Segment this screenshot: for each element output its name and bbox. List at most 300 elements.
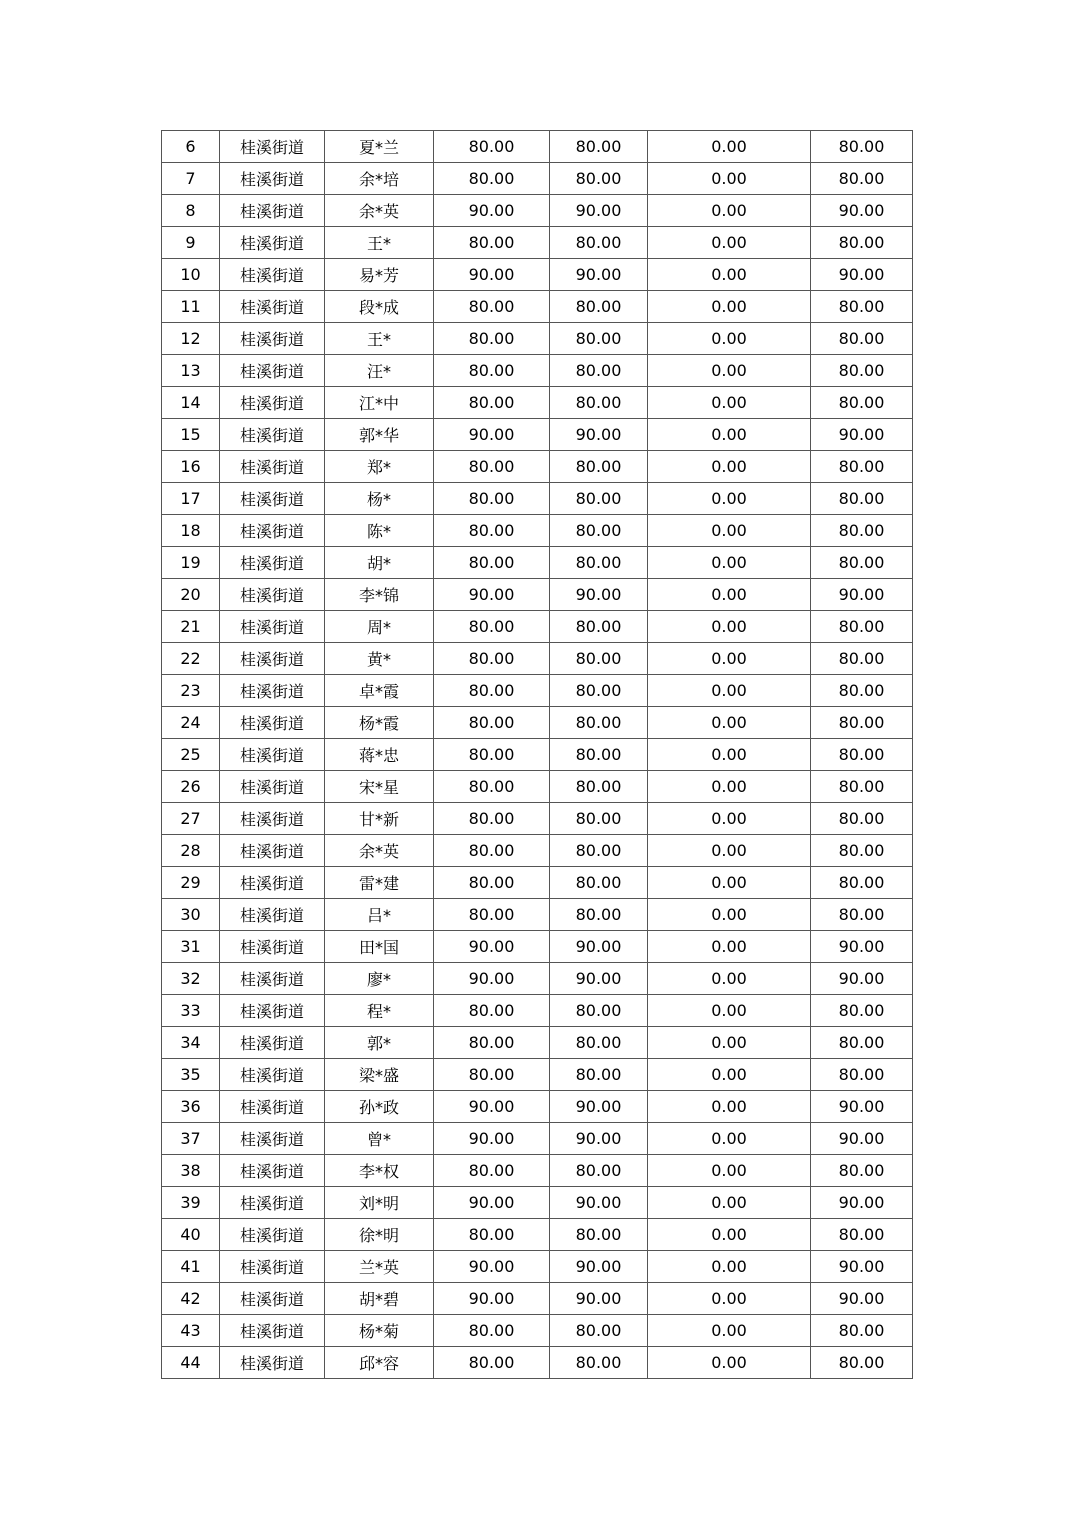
row-number-cell: 35 bbox=[162, 1059, 220, 1091]
district-cell: 桂溪街道 bbox=[220, 451, 325, 483]
total-cell: 90.00 bbox=[811, 579, 913, 611]
amount-cell-2: 90.00 bbox=[550, 195, 648, 227]
amount-cell-2: 80.00 bbox=[550, 227, 648, 259]
deduction-cell: 0.00 bbox=[648, 323, 811, 355]
name-cell: 郭*华 bbox=[325, 419, 434, 451]
amount-cell-1: 80.00 bbox=[434, 483, 550, 515]
district-cell: 桂溪街道 bbox=[220, 835, 325, 867]
name-cell: 江*中 bbox=[325, 387, 434, 419]
district-cell: 桂溪街道 bbox=[220, 995, 325, 1027]
table-row bbox=[162, 963, 913, 995]
name-cell: 邱*容 bbox=[325, 1347, 434, 1379]
deduction-cell: 0.00 bbox=[648, 1315, 811, 1347]
amount-cell-2: 90.00 bbox=[550, 579, 648, 611]
row-number-cell: 39 bbox=[162, 1187, 220, 1219]
district-cell: 桂溪街道 bbox=[220, 771, 325, 803]
deduction-cell: 0.00 bbox=[648, 803, 811, 835]
deduction-cell: 0.00 bbox=[648, 675, 811, 707]
row-number-cell: 43 bbox=[162, 1315, 220, 1347]
district-cell: 桂溪街道 bbox=[220, 419, 325, 451]
deduction-cell: 0.00 bbox=[648, 579, 811, 611]
name-cell: 程* bbox=[325, 995, 434, 1027]
name-cell: 汪* bbox=[325, 355, 434, 387]
deduction-cell: 0.00 bbox=[648, 227, 811, 259]
name-cell: 徐*明 bbox=[325, 1219, 434, 1251]
table-row bbox=[162, 803, 913, 835]
total-cell: 80.00 bbox=[811, 1315, 913, 1347]
total-cell: 90.00 bbox=[811, 259, 913, 291]
row-number-cell: 7 bbox=[162, 163, 220, 195]
name-cell: 陈* bbox=[325, 515, 434, 547]
total-cell: 80.00 bbox=[811, 611, 913, 643]
amount-cell-2: 80.00 bbox=[550, 611, 648, 643]
row-number-cell: 31 bbox=[162, 931, 220, 963]
name-cell: 余*培 bbox=[325, 163, 434, 195]
amount-cell-2: 80.00 bbox=[550, 131, 648, 163]
district-cell: 桂溪街道 bbox=[220, 611, 325, 643]
deduction-cell: 0.00 bbox=[648, 1347, 811, 1379]
district-cell: 桂溪街道 bbox=[220, 1155, 325, 1187]
district-cell: 桂溪街道 bbox=[220, 515, 325, 547]
amount-cell-1: 90.00 bbox=[434, 1283, 550, 1315]
amount-cell-1: 80.00 bbox=[434, 131, 550, 163]
total-cell: 80.00 bbox=[811, 387, 913, 419]
deduction-cell: 0.00 bbox=[648, 899, 811, 931]
total-cell: 80.00 bbox=[811, 803, 913, 835]
deduction-cell: 0.00 bbox=[648, 995, 811, 1027]
table-row bbox=[162, 291, 913, 323]
row-number-cell: 11 bbox=[162, 291, 220, 323]
total-cell: 80.00 bbox=[811, 451, 913, 483]
row-number-cell: 40 bbox=[162, 1219, 220, 1251]
deduction-cell: 0.00 bbox=[648, 131, 811, 163]
amount-cell-2: 80.00 bbox=[550, 1155, 648, 1187]
table-row bbox=[162, 1123, 913, 1155]
deduction-cell: 0.00 bbox=[648, 963, 811, 995]
row-number-cell: 14 bbox=[162, 387, 220, 419]
total-cell: 80.00 bbox=[811, 771, 913, 803]
table-row bbox=[162, 131, 913, 163]
amount-cell-2: 90.00 bbox=[550, 963, 648, 995]
amount-cell-2: 80.00 bbox=[550, 803, 648, 835]
amount-cell-1: 80.00 bbox=[434, 739, 550, 771]
table-row bbox=[162, 1347, 913, 1379]
deduction-cell: 0.00 bbox=[648, 387, 811, 419]
district-cell: 桂溪街道 bbox=[220, 259, 325, 291]
name-cell: 卓*霞 bbox=[325, 675, 434, 707]
table-row bbox=[162, 163, 913, 195]
deduction-cell: 0.00 bbox=[648, 291, 811, 323]
district-cell: 桂溪街道 bbox=[220, 675, 325, 707]
name-cell: 孙*政 bbox=[325, 1091, 434, 1123]
total-cell: 90.00 bbox=[811, 1251, 913, 1283]
row-number-cell: 10 bbox=[162, 259, 220, 291]
table-row bbox=[162, 419, 913, 451]
row-number-cell: 37 bbox=[162, 1123, 220, 1155]
amount-cell-2: 80.00 bbox=[550, 995, 648, 1027]
name-cell: 黄* bbox=[325, 643, 434, 675]
table-row bbox=[162, 355, 913, 387]
table-row bbox=[162, 1155, 913, 1187]
table-row bbox=[162, 611, 913, 643]
deduction-cell: 0.00 bbox=[648, 835, 811, 867]
total-cell: 80.00 bbox=[811, 1155, 913, 1187]
amount-cell-2: 90.00 bbox=[550, 931, 648, 963]
district-cell: 桂溪街道 bbox=[220, 931, 325, 963]
name-cell: 杨*菊 bbox=[325, 1315, 434, 1347]
amount-cell-2: 90.00 bbox=[550, 1123, 648, 1155]
amount-cell-1: 80.00 bbox=[434, 355, 550, 387]
total-cell: 90.00 bbox=[811, 1123, 913, 1155]
row-number-cell: 30 bbox=[162, 899, 220, 931]
table-row bbox=[162, 547, 913, 579]
name-cell: 刘*明 bbox=[325, 1187, 434, 1219]
row-number-cell: 44 bbox=[162, 1347, 220, 1379]
amount-cell-2: 80.00 bbox=[550, 899, 648, 931]
deduction-cell: 0.00 bbox=[648, 771, 811, 803]
amount-cell-1: 80.00 bbox=[434, 675, 550, 707]
district-cell: 桂溪街道 bbox=[220, 803, 325, 835]
amount-cell-1: 90.00 bbox=[434, 1251, 550, 1283]
amount-cell-2: 80.00 bbox=[550, 1027, 648, 1059]
district-cell: 桂溪街道 bbox=[220, 579, 325, 611]
amount-cell-2: 80.00 bbox=[550, 771, 648, 803]
amount-cell-2: 90.00 bbox=[550, 259, 648, 291]
table-row bbox=[162, 1091, 913, 1123]
row-number-cell: 25 bbox=[162, 739, 220, 771]
amount-cell-2: 80.00 bbox=[550, 1059, 648, 1091]
deduction-cell: 0.00 bbox=[648, 1027, 811, 1059]
table-row bbox=[162, 739, 913, 771]
name-cell: 蒋*忠 bbox=[325, 739, 434, 771]
amount-cell-1: 80.00 bbox=[434, 835, 550, 867]
total-cell: 90.00 bbox=[811, 1187, 913, 1219]
row-number-cell: 32 bbox=[162, 963, 220, 995]
table-row bbox=[162, 1187, 913, 1219]
amount-cell-1: 80.00 bbox=[434, 803, 550, 835]
amount-cell-2: 80.00 bbox=[550, 547, 648, 579]
amount-cell-1: 90.00 bbox=[434, 579, 550, 611]
name-cell: 易*芳 bbox=[325, 259, 434, 291]
table-row bbox=[162, 579, 913, 611]
total-cell: 80.00 bbox=[811, 323, 913, 355]
table-row bbox=[162, 1251, 913, 1283]
district-cell: 桂溪街道 bbox=[220, 131, 325, 163]
amount-cell-2: 80.00 bbox=[550, 835, 648, 867]
row-number-cell: 41 bbox=[162, 1251, 220, 1283]
row-number-cell: 16 bbox=[162, 451, 220, 483]
table-row bbox=[162, 867, 913, 899]
table-row bbox=[162, 931, 913, 963]
district-cell: 桂溪街道 bbox=[220, 323, 325, 355]
deduction-cell: 0.00 bbox=[648, 1219, 811, 1251]
district-cell: 桂溪街道 bbox=[220, 291, 325, 323]
district-cell: 桂溪街道 bbox=[220, 547, 325, 579]
table-row bbox=[162, 1283, 913, 1315]
row-number-cell: 29 bbox=[162, 867, 220, 899]
total-cell: 80.00 bbox=[811, 675, 913, 707]
district-cell: 桂溪街道 bbox=[220, 643, 325, 675]
name-cell: 田*国 bbox=[325, 931, 434, 963]
district-cell: 桂溪街道 bbox=[220, 1251, 325, 1283]
deduction-cell: 0.00 bbox=[648, 451, 811, 483]
total-cell: 80.00 bbox=[811, 355, 913, 387]
district-cell: 桂溪街道 bbox=[220, 1283, 325, 1315]
name-cell: 雷*建 bbox=[325, 867, 434, 899]
row-number-cell: 21 bbox=[162, 611, 220, 643]
amount-cell-2: 90.00 bbox=[550, 1283, 648, 1315]
table-row bbox=[162, 259, 913, 291]
total-cell: 90.00 bbox=[811, 419, 913, 451]
amount-cell-1: 80.00 bbox=[434, 1315, 550, 1347]
district-cell: 桂溪街道 bbox=[220, 1187, 325, 1219]
amount-cell-2: 90.00 bbox=[550, 419, 648, 451]
table-row bbox=[162, 707, 913, 739]
name-cell: 李*权 bbox=[325, 1155, 434, 1187]
table-row bbox=[162, 323, 913, 355]
row-number-cell: 38 bbox=[162, 1155, 220, 1187]
amount-cell-1: 80.00 bbox=[434, 707, 550, 739]
amount-cell-2: 80.00 bbox=[550, 387, 648, 419]
district-cell: 桂溪街道 bbox=[220, 867, 325, 899]
total-cell: 80.00 bbox=[811, 131, 913, 163]
amount-cell-1: 80.00 bbox=[434, 1155, 550, 1187]
row-number-cell: 17 bbox=[162, 483, 220, 515]
total-cell: 80.00 bbox=[811, 867, 913, 899]
table-row bbox=[162, 195, 913, 227]
row-number-cell: 36 bbox=[162, 1091, 220, 1123]
total-cell: 80.00 bbox=[811, 643, 913, 675]
total-cell: 90.00 bbox=[811, 195, 913, 227]
amount-cell-1: 80.00 bbox=[434, 1219, 550, 1251]
amount-cell-1: 80.00 bbox=[434, 291, 550, 323]
deduction-cell: 0.00 bbox=[648, 611, 811, 643]
amount-cell-2: 90.00 bbox=[550, 1251, 648, 1283]
table-row bbox=[162, 227, 913, 259]
amount-cell-1: 80.00 bbox=[434, 547, 550, 579]
total-cell: 80.00 bbox=[811, 739, 913, 771]
deduction-cell: 0.00 bbox=[648, 707, 811, 739]
row-number-cell: 26 bbox=[162, 771, 220, 803]
amount-cell-1: 90.00 bbox=[434, 1123, 550, 1155]
amount-cell-2: 80.00 bbox=[550, 707, 648, 739]
district-cell: 桂溪街道 bbox=[220, 1315, 325, 1347]
amount-cell-1: 90.00 bbox=[434, 1091, 550, 1123]
deduction-cell: 0.00 bbox=[648, 355, 811, 387]
district-cell: 桂溪街道 bbox=[220, 1027, 325, 1059]
total-cell: 80.00 bbox=[811, 835, 913, 867]
deduction-cell: 0.00 bbox=[648, 1251, 811, 1283]
deduction-cell: 0.00 bbox=[648, 483, 811, 515]
amount-cell-2: 90.00 bbox=[550, 1091, 648, 1123]
total-cell: 80.00 bbox=[811, 995, 913, 1027]
total-cell: 80.00 bbox=[811, 483, 913, 515]
district-cell: 桂溪街道 bbox=[220, 1091, 325, 1123]
deduction-cell: 0.00 bbox=[648, 547, 811, 579]
amount-cell-1: 80.00 bbox=[434, 867, 550, 899]
name-cell: 余*英 bbox=[325, 195, 434, 227]
amount-cell-1: 80.00 bbox=[434, 227, 550, 259]
name-cell: 曾* bbox=[325, 1123, 434, 1155]
amount-cell-2: 80.00 bbox=[550, 451, 648, 483]
amount-cell-1: 80.00 bbox=[434, 323, 550, 355]
name-cell: 吕* bbox=[325, 899, 434, 931]
data-table bbox=[161, 130, 913, 1379]
table-row bbox=[162, 483, 913, 515]
amount-cell-1: 80.00 bbox=[434, 387, 550, 419]
name-cell: 周* bbox=[325, 611, 434, 643]
amount-cell-1: 80.00 bbox=[434, 1059, 550, 1091]
row-number-cell: 42 bbox=[162, 1283, 220, 1315]
deduction-cell: 0.00 bbox=[648, 1283, 811, 1315]
table-body bbox=[162, 131, 913, 1379]
name-cell: 夏*兰 bbox=[325, 131, 434, 163]
amount-cell-2: 80.00 bbox=[550, 739, 648, 771]
row-number-cell: 9 bbox=[162, 227, 220, 259]
name-cell: 郭* bbox=[325, 1027, 434, 1059]
amount-cell-1: 90.00 bbox=[434, 195, 550, 227]
district-cell: 桂溪街道 bbox=[220, 163, 325, 195]
district-cell: 桂溪街道 bbox=[220, 227, 325, 259]
amount-cell-2: 80.00 bbox=[550, 1219, 648, 1251]
row-number-cell: 23 bbox=[162, 675, 220, 707]
name-cell: 宋*星 bbox=[325, 771, 434, 803]
district-cell: 桂溪街道 bbox=[220, 899, 325, 931]
amount-cell-2: 90.00 bbox=[550, 1187, 648, 1219]
amount-cell-2: 80.00 bbox=[550, 515, 648, 547]
total-cell: 80.00 bbox=[811, 227, 913, 259]
amount-cell-1: 80.00 bbox=[434, 1027, 550, 1059]
deduction-cell: 0.00 bbox=[648, 1123, 811, 1155]
total-cell: 80.00 bbox=[811, 163, 913, 195]
total-cell: 90.00 bbox=[811, 931, 913, 963]
row-number-cell: 22 bbox=[162, 643, 220, 675]
amount-cell-1: 90.00 bbox=[434, 259, 550, 291]
name-cell: 杨* bbox=[325, 483, 434, 515]
name-cell: 杨*霞 bbox=[325, 707, 434, 739]
amount-cell-2: 80.00 bbox=[550, 323, 648, 355]
total-cell: 90.00 bbox=[811, 1283, 913, 1315]
name-cell: 王* bbox=[325, 323, 434, 355]
name-cell: 余*英 bbox=[325, 835, 434, 867]
amount-cell-1: 90.00 bbox=[434, 419, 550, 451]
name-cell: 梁*盛 bbox=[325, 1059, 434, 1091]
table-row bbox=[162, 771, 913, 803]
amount-cell-1: 80.00 bbox=[434, 899, 550, 931]
deduction-cell: 0.00 bbox=[648, 419, 811, 451]
district-cell: 桂溪街道 bbox=[220, 707, 325, 739]
deduction-cell: 0.00 bbox=[648, 1187, 811, 1219]
total-cell: 80.00 bbox=[811, 899, 913, 931]
deduction-cell: 0.00 bbox=[648, 739, 811, 771]
table-row bbox=[162, 835, 913, 867]
amount-cell-2: 80.00 bbox=[550, 355, 648, 387]
amount-cell-1: 80.00 bbox=[434, 1347, 550, 1379]
district-cell: 桂溪街道 bbox=[220, 1123, 325, 1155]
amount-cell-2: 80.00 bbox=[550, 643, 648, 675]
district-cell: 桂溪街道 bbox=[220, 355, 325, 387]
district-cell: 桂溪街道 bbox=[220, 195, 325, 227]
deduction-cell: 0.00 bbox=[648, 867, 811, 899]
district-cell: 桂溪街道 bbox=[220, 963, 325, 995]
row-number-cell: 28 bbox=[162, 835, 220, 867]
amount-cell-2: 80.00 bbox=[550, 1315, 648, 1347]
name-cell: 胡*碧 bbox=[325, 1283, 434, 1315]
amount-cell-2: 80.00 bbox=[550, 1347, 648, 1379]
table-row bbox=[162, 899, 913, 931]
row-number-cell: 24 bbox=[162, 707, 220, 739]
name-cell: 李*锦 bbox=[325, 579, 434, 611]
total-cell: 90.00 bbox=[811, 1091, 913, 1123]
row-number-cell: 20 bbox=[162, 579, 220, 611]
row-number-cell: 6 bbox=[162, 131, 220, 163]
row-number-cell: 12 bbox=[162, 323, 220, 355]
amount-cell-2: 80.00 bbox=[550, 867, 648, 899]
amount-cell-1: 90.00 bbox=[434, 963, 550, 995]
name-cell: 胡* bbox=[325, 547, 434, 579]
deduction-cell: 0.00 bbox=[648, 1091, 811, 1123]
row-number-cell: 8 bbox=[162, 195, 220, 227]
row-number-cell: 33 bbox=[162, 995, 220, 1027]
deduction-cell: 0.00 bbox=[648, 1155, 811, 1187]
deduction-cell: 0.00 bbox=[648, 515, 811, 547]
table-row bbox=[162, 643, 913, 675]
table-row bbox=[162, 1315, 913, 1347]
total-cell: 80.00 bbox=[811, 1219, 913, 1251]
total-cell: 80.00 bbox=[811, 547, 913, 579]
district-cell: 桂溪街道 bbox=[220, 483, 325, 515]
amount-cell-1: 80.00 bbox=[434, 771, 550, 803]
row-number-cell: 18 bbox=[162, 515, 220, 547]
deduction-cell: 0.00 bbox=[648, 643, 811, 675]
amount-cell-2: 80.00 bbox=[550, 483, 648, 515]
table-row bbox=[162, 515, 913, 547]
deduction-cell: 0.00 bbox=[648, 195, 811, 227]
table-row bbox=[162, 1219, 913, 1251]
name-cell: 兰*英 bbox=[325, 1251, 434, 1283]
table-row bbox=[162, 1027, 913, 1059]
amount-cell-1: 80.00 bbox=[434, 163, 550, 195]
table-row bbox=[162, 387, 913, 419]
district-cell: 桂溪街道 bbox=[220, 739, 325, 771]
table-row bbox=[162, 995, 913, 1027]
amount-cell-1: 90.00 bbox=[434, 1187, 550, 1219]
total-cell: 80.00 bbox=[811, 1347, 913, 1379]
row-number-cell: 34 bbox=[162, 1027, 220, 1059]
district-cell: 桂溪街道 bbox=[220, 1347, 325, 1379]
deduction-cell: 0.00 bbox=[648, 1059, 811, 1091]
deduction-cell: 0.00 bbox=[648, 163, 811, 195]
amount-cell-1: 90.00 bbox=[434, 931, 550, 963]
name-cell: 廖* bbox=[325, 963, 434, 995]
name-cell: 郑* bbox=[325, 451, 434, 483]
district-cell: 桂溪街道 bbox=[220, 1059, 325, 1091]
total-cell: 80.00 bbox=[811, 1027, 913, 1059]
name-cell: 甘*新 bbox=[325, 803, 434, 835]
name-cell: 王* bbox=[325, 227, 434, 259]
table-row bbox=[162, 451, 913, 483]
name-cell: 段*成 bbox=[325, 291, 434, 323]
row-number-cell: 15 bbox=[162, 419, 220, 451]
table-row bbox=[162, 1059, 913, 1091]
deduction-cell: 0.00 bbox=[648, 259, 811, 291]
amount-cell-1: 80.00 bbox=[434, 451, 550, 483]
amount-cell-2: 80.00 bbox=[550, 291, 648, 323]
district-cell: 桂溪街道 bbox=[220, 387, 325, 419]
amount-cell-1: 80.00 bbox=[434, 643, 550, 675]
amount-cell-2: 80.00 bbox=[550, 163, 648, 195]
amount-cell-1: 80.00 bbox=[434, 995, 550, 1027]
